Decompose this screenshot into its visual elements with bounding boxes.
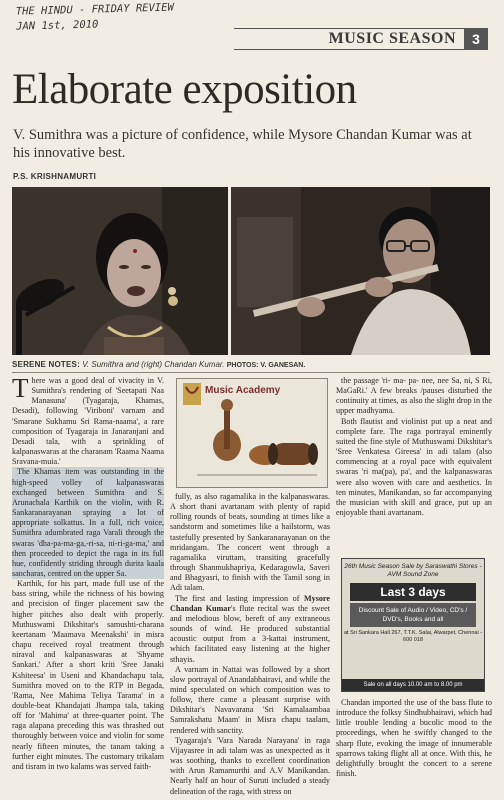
handnote-line-1: THE HINDU - FRIDAY REVIEW xyxy=(15,1,174,18)
col1-paragraph-3: Karthik, for his part, made full use of the bass string, while the richness of his bowing and precision of finger placement saw the higher pitches also dealt with properly. Muthuswami Dikshitar's samushti-charana keertanam 'Maamava Meenakshi' in misra chapu received royal treatment through niraval and kalpanaswaras at 'Shyame Sankari.' After a short kriti 'Sree Janaki Kshiteesa' in Useni and Khandachapu tala, Sumithra moved on to the RTP in Begada, 'Rama, Nee Mahima Teliya Tarama' in a double-beat Khandajati Jhampa tala, taking off for 'Mahima' at three-quarter point. The raga alapana preceding this was thrashed out thoroughly between voice and violin for some nearly fifteen minutes, the tanam taking a further eight minutes. The customary trikalam and tisram in two kalams was served faith- xyxy=(12,579,164,771)
caption-label: SERENE NOTES: xyxy=(12,360,80,369)
ad-offer: Discount Sale of Audio / Video, CD's / DVD's, Books and all xyxy=(350,603,476,627)
col1-paragraph-2: The Khamas item was outstanding in the high-speed volley of kalpanaswaras exchanged between Sumithra and S. Arunachala Karthik on the violin, with R. Sankaranarayanan spraying a lot of appropriate solkattus. In a full, rich voice, Sumithra adumbrated raga Varali through the swaras 'dha-pa-ma-ga,-ri-sa, ni-ri-ga-ma,' and then proceeded to depict the raga in its full hue, confidently striding through durita kaala sancharas, centred on the upper Sa. xyxy=(12,467,164,578)
article-column-1 xyxy=(12,376,164,796)
col3b-paragraph-1: Chandan imported the use of the bass flute to introduce the folksy Sindhubhairavi, which had little trouble lending a bucolic mood to the proceedings, when he swiftly changed to the sharp flute, evoking the image of innumerable sparrows taking flight all at once. With this, he delightfully brought the concert to a serene finish. xyxy=(336,698,492,779)
headline: Elaborate exposition xyxy=(12,66,357,113)
ad-footer: Sale on all days 10.00 am to 8.00 pm xyxy=(342,679,484,691)
standfirst: V. Sumithra was a picture of confidence, while Mysore Chandan Kumar was at his innovative best. xyxy=(13,127,472,161)
col3-paragraph-2: Both flautist and violinist put up a neat and complete fare. The raga portrayal eminently suited the fine style of Muthuswami Dikshitar's 'Sree Venkatesa Gireesa' in adi talam (also commencing at a royal pace with equivalent swaras 'ri ma(pa), pa', and the kalpanaswaras were also woven with care and aesthetics. In ten minutes, Manikandan, so far accompanying the musician with skill and grace, put up an enjoyable thani avartanam. xyxy=(336,416,492,518)
col3-paragraph-1: the passage 'ri- ma- pa- nee, nee Sa, ni, S Ri, MaGaRi.' A few breaks /pauses disturbed the continuity at times, as also the slight drop in the upper madhyama. xyxy=(336,376,492,416)
col2-paragraph-4: Tyagaraja's 'Vara Narada Narayana' in raga Vijayasree in adi talam was as unexpected as it was soothing, thanks to excellent coordination with Arun Ramamurthi and A.V Manikandan. Nearly half an hour of Suruti included a steady delineation of the raga, with stress on xyxy=(170,735,330,796)
col2-p2-before: The first and lasting impression of xyxy=(175,593,304,603)
photo-chandan-kumar xyxy=(231,187,490,355)
photo-sumithra xyxy=(12,187,228,355)
handwritten-note xyxy=(16,0,217,35)
article-column-2 xyxy=(170,492,330,798)
caption-rule xyxy=(12,372,490,373)
section-header xyxy=(234,28,488,50)
byline: P.S. KRISHNAMURTI xyxy=(13,172,97,181)
advertisement xyxy=(341,558,485,692)
col1-paragraph-1-text: here was a good deal of vivacity in V. Sumithra's rendering of 'Seetapati Naa Manasuna' (Tyagaraja, Khamas, Desadi), following 'Viriboni' varnam and 'Smarane Sukhamu Sri Rama-naama', a rare composition of Tyagaraja in Janaranjani and Desadi tala, with a sprinkling of kalpanaswaras at the charanam 'Raama Naama Sravana-muia.' xyxy=(12,376,164,467)
page-number: 3 xyxy=(464,29,488,49)
photo-caption xyxy=(12,359,490,371)
col2-paragraph-2 xyxy=(170,594,330,665)
music-academy-box xyxy=(176,378,328,488)
col1-paragraph-1 xyxy=(12,376,164,467)
caption-text: V. Sumithra and (right) Chandan Kumar. xyxy=(82,360,225,369)
ad-headline: 26th Music Season Sale by Saraswathi Stores - AVM Sound Zone xyxy=(344,563,482,578)
col2-p2-after: 's flute recital was the sweet and melodious blow, bereft of any extraneous sounds of wind. He produced substantial acoustic output from a 3-kattai instrument, which facilitated easy listening at the higher sthayis. xyxy=(170,603,330,664)
drop-cap: T xyxy=(12,376,29,403)
handnote-line-2: JAN 1st, 2010 xyxy=(16,18,99,33)
section-title: MUSIC SEASON xyxy=(328,30,456,47)
caption-credit: PHOTOS: V. GANESAN. xyxy=(226,362,306,369)
col2-paragraph-3: A varnam in Nattai was followed by a short slow portrayal of Anandabhairavi, and while the mind speculated on which composition was to follow, there came a pleasant surprise with Dikshitar's Navavarana 'Sri Kamalaambaa Samrakshatu Maam' in Misra chapu taalam, rendered with sanctity. xyxy=(170,664,330,735)
article-column-3-bottom xyxy=(336,698,492,798)
col2-paragraph-1: fully, as also ragamalika in the kalpanaswaras. A short thani avartanam with plenty of rapid rolling rounds of beats, sounding at times like a sandstorm and sometimes like a hailstorm, was tastefully presented by Sankaranarayanan on the mridangam. The concert went through a ragamalika viruttam, transiting gracefully through Shanmukhapriya, Kedaragowla, Saveri and Bhagyasri, to finish with the Tamil song in Adi talam. xyxy=(170,492,330,593)
col2-p2-name: Mysore Chandan Kumar xyxy=(170,593,330,613)
ad-days: Last 3 days xyxy=(350,583,476,601)
flautist-illustration xyxy=(231,187,490,355)
ad-address: at Sri Sankara Hall 267, T.T.K. Salai, Alwarpet, Chennai - 600 018 xyxy=(343,630,483,643)
mridangam-icon xyxy=(273,443,313,465)
singer-illustration xyxy=(12,187,228,355)
article-column-3 xyxy=(336,376,492,548)
academy-title: Music Academy xyxy=(205,385,281,396)
